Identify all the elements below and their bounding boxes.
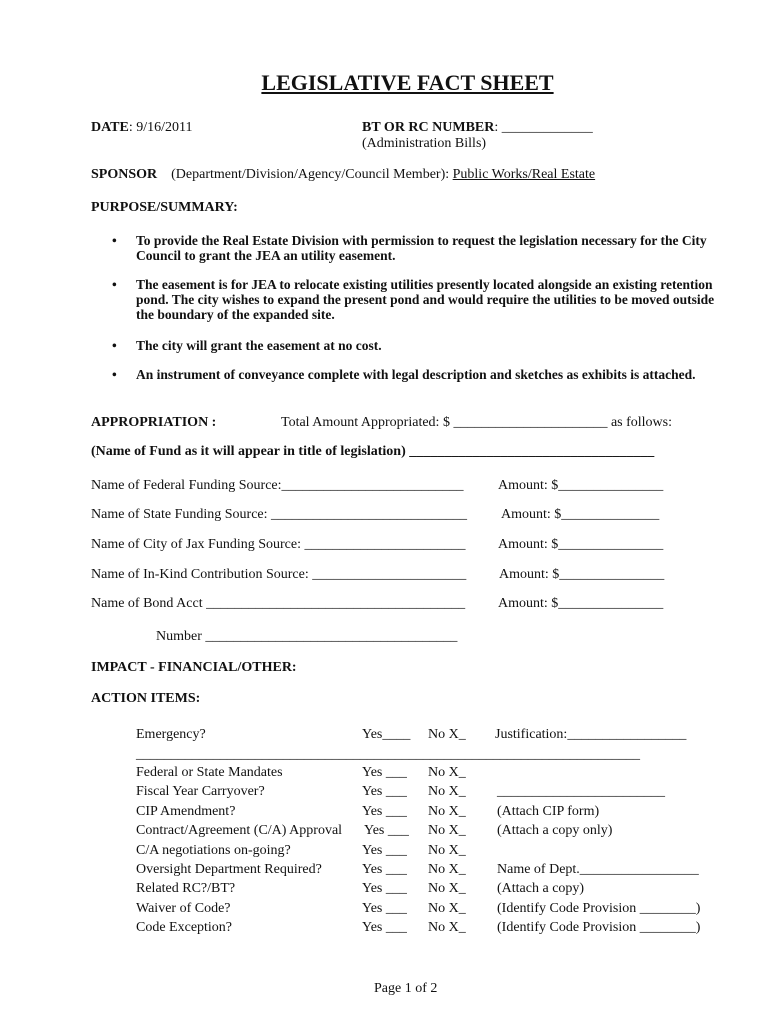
funding-amount: Amount: $_______________ [498,537,664,552]
bt-note: (Administration Bills) [362,136,487,151]
action-item-no: No X_ [428,765,466,780]
action-item-extra: ________________________ [497,784,665,799]
action-item-yes: Yes ___ [362,843,407,858]
funding-name: Name of Federal Funding Source:__________________________ [91,478,464,493]
appropriation-label: APPROPRIATION : [91,415,217,430]
date-label: DATE [91,120,129,135]
action-item-label: C/A negotiations on-going? [136,843,291,858]
action-item-label: Federal or State Mandates [136,765,283,780]
bt-label: BT OR RC NUMBER [362,120,495,135]
bullet-text: An instrument of conveyance complete with legal description and sketches as exhibits is attached. [136,367,696,382]
action-item-no: No X_ [428,804,466,819]
bullet-icon: • [112,277,117,292]
action-item-yes: Yes ___ [362,901,407,916]
appropriation-text: Total Amount Appropriated: $ ______________________ as follows: [281,415,672,430]
action-item-yes: Yes ___ [362,765,407,780]
bullet-icon: • [112,338,117,353]
funding-name: Name of City of Jax Funding Source: _______________________ [91,537,466,552]
action-item-label: CIP Amendment? [136,804,236,819]
action-item-extra: (Attach a copy only) [497,823,613,838]
sponsor-row [91,166,595,184]
action-item-label: Related RC?/BT? [136,881,236,896]
action-label: ACTION ITEMS: [91,691,201,706]
purpose-label: PURPOSE/SUMMARY: [91,200,238,215]
action-item-no: No X_ [428,784,466,799]
date-value: : 9/16/2011 [128,120,193,135]
number-line: Number ____________________________________ [156,629,458,644]
action-item-label: Oversight Department Required? [136,862,322,877]
sponsor-value: Public Works/Real Estate [452,167,596,182]
sponsor-desc: (Department/Division/Agency/Council Member): [171,167,450,182]
action-item-extra: (Attach a copy) [497,881,585,896]
bullet-text: The easement is for JEA to relocate existing utilities presently located alongside an existing retention pond. The city wishes to expand the present pond and would require the utilities to be moved outside the boundary of the expanded site. [136,277,715,322]
action-item-no: No X_ [428,862,466,877]
action-item-extra: (Identify Code Provision ________) [497,920,701,935]
sponsor-label: SPONSOR [91,167,158,182]
funding-name: Name of State Funding Source: ____________________________ [91,507,468,522]
emergency-no: No X_ [428,727,466,742]
action-item-label: Fiscal Year Carryover? [136,784,265,799]
funding-amount: Amount: $_______________ [498,596,664,611]
action-item-yes: Yes ___ [362,862,407,877]
action-item-extra: (Attach CIP form) [497,804,600,819]
action-item-label: Contract/Agreement (C/A) Approval [136,823,343,838]
impact-label: IMPACT - FINANCIAL/OTHER: [91,660,297,675]
bullet-icon: • [112,233,117,248]
bullet-icon: • [112,367,117,382]
emergency-justification: Justification:_________________ [495,727,687,742]
action-item-extra: Name of Dept._________________ [497,862,699,877]
action-item-no: No X_ [428,920,466,935]
action-item-extra: (Identify Code Provision ________) [497,901,701,916]
action-item-label: Code Exception? [136,920,233,935]
bt-value: : _____________ [494,120,593,135]
emergency-yes: Yes____ [362,727,411,742]
fund-name-line: (Name of Fund as it will appear in title of legislation) ___________________________________ [91,444,655,459]
action-item-no: No X_ [428,881,466,896]
action-item-yes: Yes ___ [362,881,407,896]
emergency-line: ________________________________________________________________________ [136,747,640,762]
funding-amount: Amount: $_______________ [499,567,665,582]
action-item-yes: Yes ___ [362,784,407,799]
emergency-label: Emergency? [136,727,206,742]
action-item-no: No X_ [428,823,466,838]
bullet-text: To provide the Real Estate Division with permission to request the legislation necessary for the City Council to grant the JEA an utility easement. [136,233,707,263]
funding-name: Name of In-Kind Contribution Source: ______________________ [91,567,467,582]
date-row [91,119,193,137]
action-item-no: No X_ [428,843,466,858]
action-item-label: Waiver of Code? [136,901,231,916]
action-item-yes: Yes ___ [364,823,409,838]
action-item-no: No X_ [428,901,466,916]
funding-amount: Amount: $______________ [501,507,660,522]
action-item-yes: Yes ___ [362,804,407,819]
page-number: Page 1 of 2 [374,981,438,996]
page-title: LEGISLATIVE FACT SHEET [261,70,554,95]
funding-name: Name of Bond Acct _____________________________________ [91,596,466,611]
funding-amount: Amount: $_______________ [498,478,664,493]
bullet-text: The city will grant the easement at no cost. [136,338,382,353]
action-item-yes: Yes ___ [362,920,407,935]
